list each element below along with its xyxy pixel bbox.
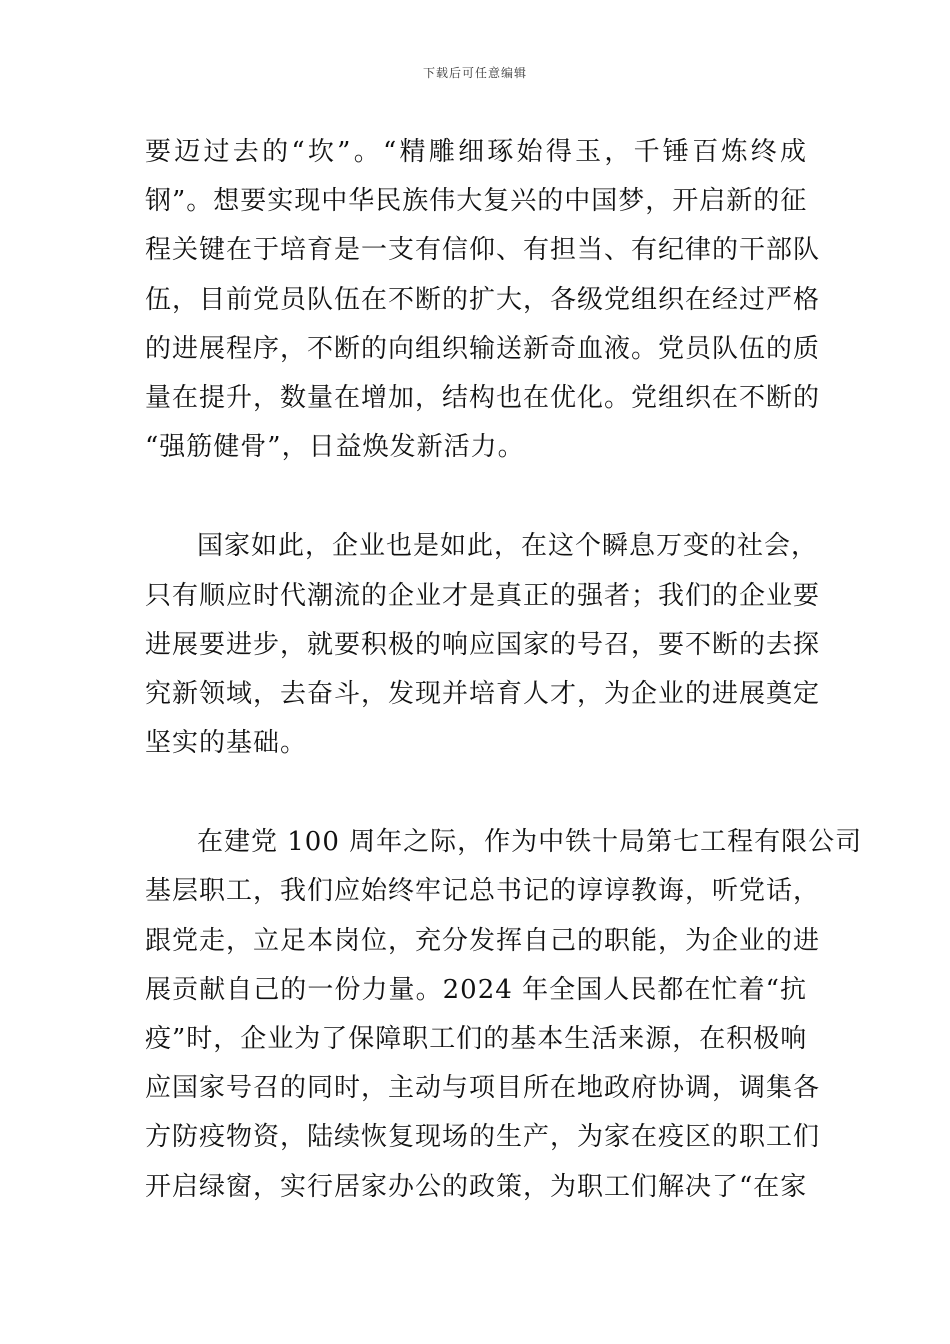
document-body: [145, 128, 863, 1212]
text-line: 究新领域，去奋斗，发现并培育人才，为企业的进展奠定: [145, 678, 821, 709]
text-line: 钢”。想要实现中华民族伟大复兴的中国梦，开启新的征: [145, 186, 808, 217]
text-line: 跟党走，立足本岗位，充分发挥自己的职能，为企业的进: [145, 925, 821, 956]
text-line: “强筋健骨”，日益焕发新活力。: [145, 432, 525, 463]
text-line: 坚实的基础。: [145, 728, 308, 759]
text-line: 在建党 100 周年之际，作为中铁十局第七工程有限公司: [197, 827, 863, 858]
text-line: 方防疫物资，陆续恢复现场的生产，为家在疫区的职工们: [145, 1122, 821, 1153]
page-header: 下载后可任意编辑: [422, 66, 527, 80]
paragraph-gap: [145, 768, 807, 818]
text-line: 疫”时，企业为了保障职工们的基本生活来源，在积极响: [145, 1024, 808, 1054]
text-line: 开启绿窗，实行居家办公的政策，为职工们解决了“在家: [145, 1171, 808, 1202]
text-line: 伍，目前党员队伍在不断的扩大，各级党组织在经过严格: [145, 284, 821, 315]
text-line: 要迈过去的“坎”。“精雕细琢始得玉，千锤百炼终成: [145, 137, 807, 167]
paragraph-2: [145, 522, 821, 768]
paragraph-1: [145, 128, 821, 472]
text-line: 应国家号召的同时，主动与项目所在地政府协调，调集各: [145, 1073, 821, 1104]
text-line: 进展要进步，就要积极的响应国家的号召，要不断的去探: [145, 629, 821, 660]
text-line: 只有顺应时代潮流的企业才是真正的强者；我们的企业要: [145, 580, 821, 611]
text-line: 国家如此，企业也是如此，在这个瞬息万变的社会，: [197, 531, 819, 562]
paragraph-3: [145, 818, 863, 1212]
text-line: 基层职工，我们应始终牢记总书记的谆谆教诲，听党话，: [145, 876, 821, 907]
text-line: 展贡献自己的一份力量。2024 年全国人民都在忙着“抗: [145, 974, 807, 1005]
text-line: 的进展程序，不断的向组织输送新奇血液。党员队伍的质: [145, 333, 821, 364]
paragraph-gap: [145, 472, 807, 522]
text-line: 量在提升，数量在增加，结构也在优化。党组织在不断的: [145, 382, 821, 413]
text-line: 程关键在于培育是一支有信仰、有担当、有纪律的干部队: [145, 235, 821, 266]
